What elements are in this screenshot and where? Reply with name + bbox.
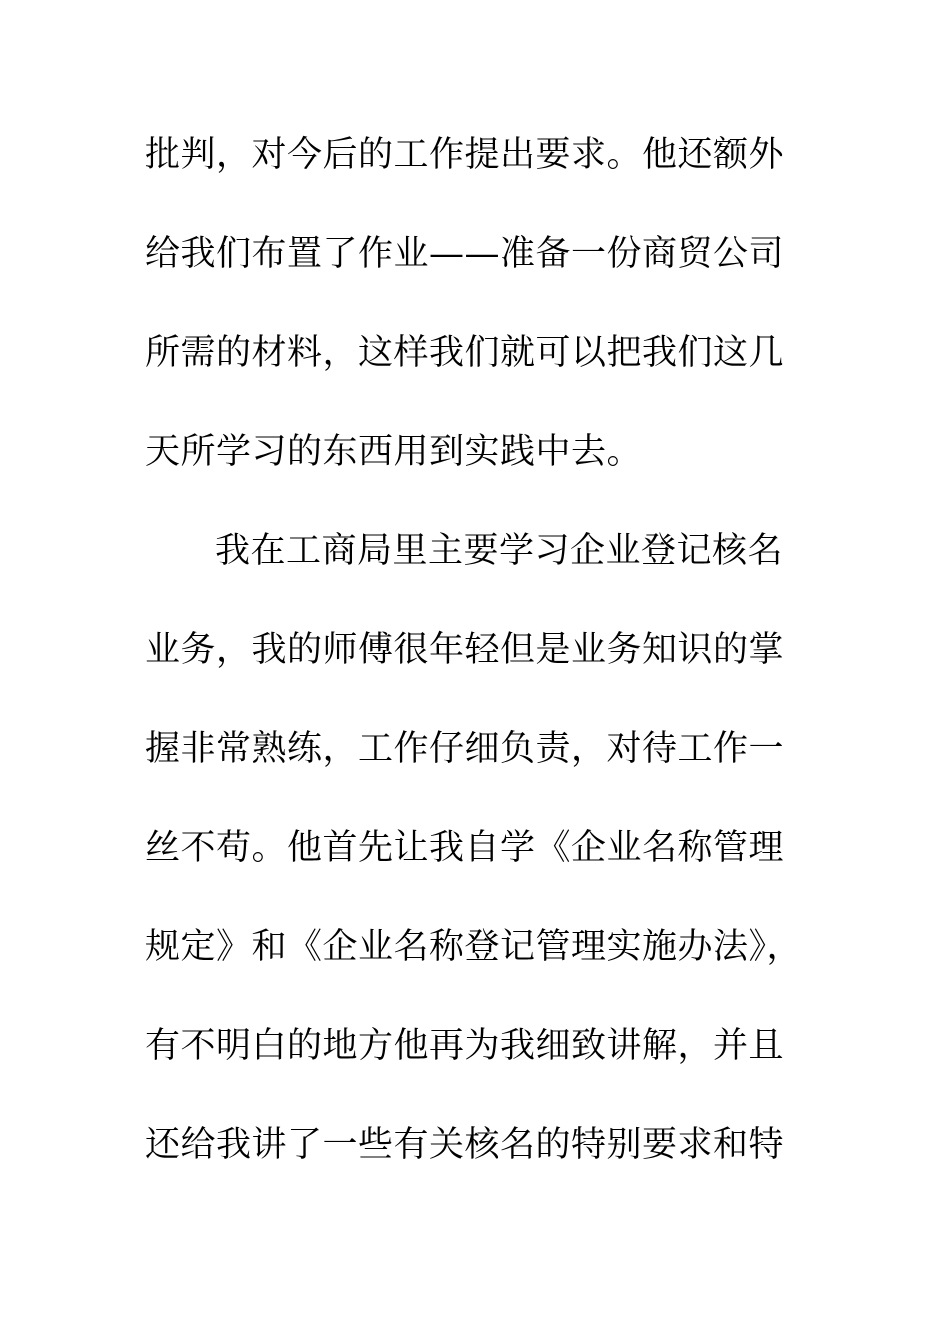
text-line: 握非常熟练，工作仔细负责，对待工作一 [145, 729, 785, 769]
paragraph-start-line: 我在工商局里主要学习企业登记核名 [215, 531, 784, 571]
text-line: 有不明白的地方他再为我细致讲解，并且 [145, 1026, 785, 1066]
text-line: 批判，对今后的工作提出要求。他还额外 [145, 135, 785, 175]
text-line: 还给我讲了一些有关核名的特别要求和特 [145, 1125, 785, 1165]
text-line: 规定》和《企业名称登记管理实施办法》， [145, 927, 803, 967]
body-text [145, 126, 805, 1215]
text-line: 业务，我的师傅很年轻但是业务知识的掌 [145, 630, 785, 670]
text-line: 天所学习的东西用到实践中去。 [145, 432, 643, 472]
text-line: 给我们布置了作业——准备一份商贸公司 [145, 234, 785, 274]
text-line: 丝不苟。他首先让我自学《企业名称管理 [145, 828, 785, 868]
text-line: 所需的材料，这样我们就可以把我们这几 [145, 333, 785, 373]
